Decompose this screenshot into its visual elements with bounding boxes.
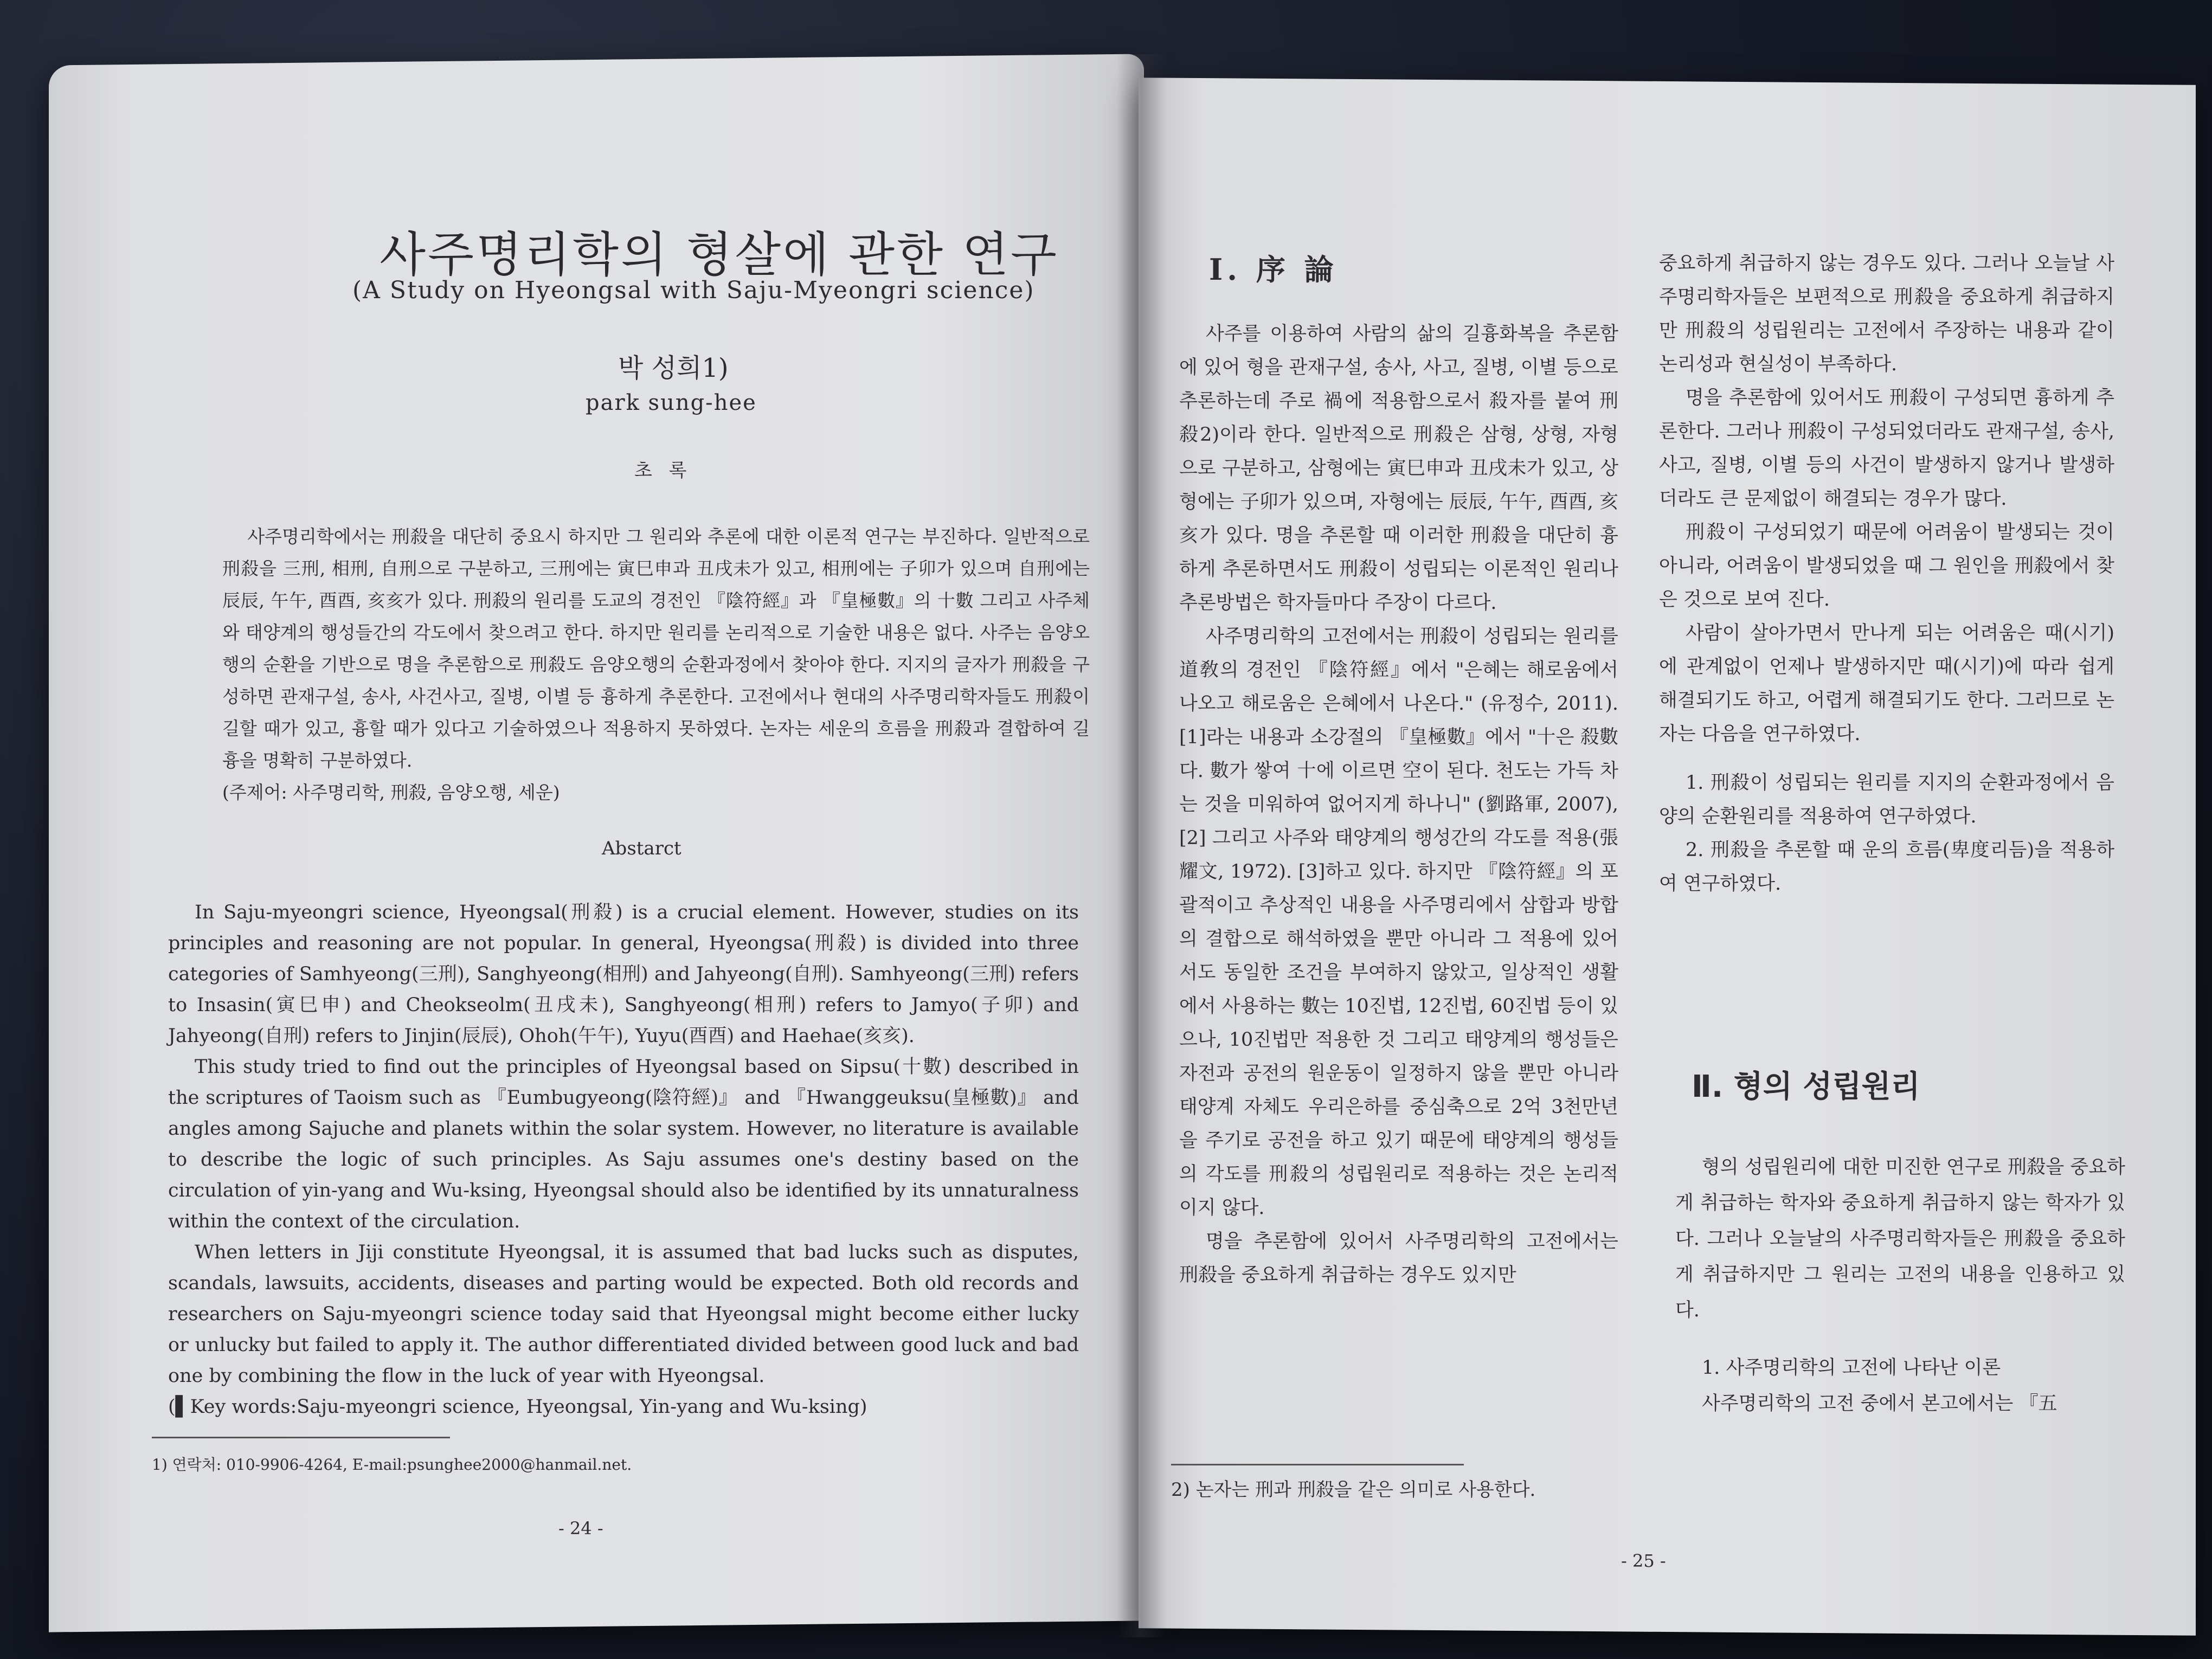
footnote-right: 2) 논자는 刑과 刑殺을 같은 의미로 사용한다. — [1171, 1479, 1536, 1501]
section-2-paragraph: 형의 성립원리에 대한 미진한 연구로 刑殺을 중요하게 취급하는 학자와 중요하게 취급하지 않는 학자가 있다. 그러나 오늘날의 사주명리학자들은 刑殺을 중요하게 취급하지만 그 원리는 고전의 내용을 인용하고 있다. — [1675, 1156, 2125, 1321]
paper-title: 사주명리학의 형살에 관한 연구 — [380, 227, 1059, 282]
book-gutter — [1117, 54, 1166, 1637]
korean-abstract-text: 사주명리학에서는 刑殺을 대단히 중요시 하지만 그 원리와 추론에 대한 이론적 연구는 부진하다. 일반적으로 刑殺을 三刑, 相刑, 自刑으로 구분하고, 三刑에는 寅巳申과 丑戌未가 있고, 相刑에는 子卯가 있으며 自刑에는 辰辰, 午午, 酉酉, 亥亥가 있다. 刑殺의 원리를 도교의 경전인 『陰符經』과 『皇極數』의 十數 그리고 사주체와 태양계의 행성들간의 각도에서 찾으려고 한다. 하지만 원리를 논리적으로 기술한 내용은 없다. 사주는 음양오행의 순환을 기반으로 명을 추론함으로 刑殺도 음양오행의 순환과정에서 찾아야 한다. 지지의 글자가 刑殺을 구성하면 관재구설, 송사, 사건사고, 질병, 이별 등 흉하게 추론한다. 고전에서나 현대의 사주명리학자들도 刑殺이 길할 때가 있고, 흉할 때가 있다고 기술하였으나 적용하지 못하였다. 논자는 세운의 흐름을 刑殺과 결합하여 길흉을 명확히 구분하였다. — [222, 526, 1090, 771]
section-2-title: Ⅱ. 형의 성립원리 — [1692, 1069, 1920, 1104]
author-english: park sung-hee — [586, 390, 757, 415]
english-abstract — [168, 897, 1079, 1423]
paper-subtitle: (A Study on Hyeongsal with Saju-Myeongri science) — [352, 276, 1035, 304]
intro-paragraph-4: 중요하게 취급하지 않는 경우도 있다. 그러나 오늘날 사주명리학자들은 보편적으로 刑殺을 중요하게 취급하지만 刑殺의 성립원리는 고전에서 주장하는 내용과 같이 논리성과 현실성이 부족하다. — [1659, 253, 2114, 375]
right-page-column-2 — [1659, 247, 2114, 901]
footnote-divider-right — [1171, 1464, 1464, 1465]
english-abstract-paragraph-2: This study tried to find out the principles of Hyeongsal based on Sipsu(十數) described in the scriptures of Taoism such as 『Eumbugyeong(陰符經)』 and 『Hwanggeuksu(皇極數)』 and angles among Sajuche and planets within the solar system. However, no literature is available to describe the logic of such principles. As Saju assumes one's destiny based on the circulation of yin-yang and Wu-ksing, Hyeongsal should also be identified by its unnaturalness within the context of the circulation. — [168, 1056, 1079, 1232]
footnote-divider-left — [152, 1437, 450, 1438]
footnote-left: 1) 연락처: 010-9906-4264, E-mail:psunghee2000@hanmail.net. — [152, 1456, 632, 1474]
subsection-title: 1. 사주명리학의 고전에 나타난 이론 — [1702, 1357, 2001, 1379]
korean-keywords: (주제어: 사주명리학, 刑殺, 음양오행, 세운) — [222, 782, 560, 803]
korean-abstract-heading: 초 록 — [634, 460, 692, 481]
intro-paragraph-3: 명을 추론함에 있어서 사주명리학의 고전에서는 刑殺을 중요하게 취급하는 경우도 있지만 — [1179, 1231, 1618, 1286]
intro-paragraph-1: 사주를 이용하여 사람의 삶의 길흉화복을 추론함에 있어 형을 관재구설, 송사, 사고, 질병, 이별 등으로 추론하는데 주로 禍에 적용함으로서 殺자를 붙여 刑殺2)이라 한다. 일반적으로 刑殺은 삼형, 상형, 자형으로 구분하고, 삼형에는 寅巳申과 丑戌未가 있고, 상형에는 子卯가 있으며, 자형에는 辰辰, 午午, 酉酉, 亥亥가 있다. 명을 추론할 때 이러한 刑殺을 대단히 흉하게 추론하면서도 刑殺이 성립되는 이론적인 원리나 추론방법은 학자들마다 주장이 다르다. — [1179, 323, 1618, 614]
intro-paragraph-6: 刑殺이 구성되었기 때문에 어려움이 발생되는 것이 아니라, 어려움이 발생되었을 때 그 원인을 刑殺에서 찾은 것으로 보여 진다. — [1659, 522, 2114, 610]
page-number-left: - 24 - — [558, 1518, 603, 1539]
research-list-item-2: 2. 刑殺을 추론할 때 운의 흐름(卑度리듬)을 적용하여 연구하였다. — [1659, 839, 2114, 895]
english-abstract-heading: Abstarct — [602, 838, 681, 859]
intro-paragraph-7: 사람이 살아가면서 만나게 되는 어려움은 때(시기)에 관계없이 언제나 발생하지만 때(시기)에 따라 쉽게 해결되기도 하고, 어렵게 해결되기도 한다. 그러므로 논자는 다음을 연구하였다. — [1659, 622, 2114, 745]
korean-abstract — [222, 520, 1090, 808]
section-1-title: Ⅰ. 序 論 — [1209, 252, 1338, 287]
intro-paragraph-5: 명을 추론함에 있어서도 刑殺이 구성되면 흉하게 추론한다. 그러나 刑殺이 구성되었더라도 관재구설, 송사, 사고, 질병, 이별 등의 사건이 발생하지 않거나 발생하더라도 큰 문제없이 해결되는 경우가 많다. — [1659, 387, 2114, 510]
right-page-column-1 — [1179, 317, 1618, 1292]
english-abstract-paragraph-3: When letters in Jiji constitute Hyeongsal, it is assumed that bad lucks such as disputes, scandals, lawsuits, accidents, diseases and parting would be expected. Both old records and researchers on Saju-myeongri science today said that Hyeongsal might become either lucky or unlucky but failed to apply it. The author differentiated divided between good luck and bad one by combining the flow in the luck of year with Hyeongsal. — [168, 1242, 1079, 1387]
subsection-paragraph: 사주명리학의 고전 중에서 본고에서는 『五 — [1702, 1393, 2057, 1414]
english-abstract-paragraph-1: In Saju-myeongri science, Hyeongsal(刑殺) is a crucial element. However, studies on its principles and reasoning are not popular. In general, Hyeongsa(刑殺) is divided into three categories of Samhyeong(三刑), Sanghyeong(相刑) and Jahyeong(自刑). Samhyeong(三刑) refers to Insasin(寅巳申) and Cheokseolm(丑戌未), Sanghyeong(相刑) refers to Jamyo(子卯) and Jahyeong(自刑) refers to Jinjin(辰辰), Ohoh(午午), Yuyu(酉酉) and Haehae(亥亥). — [168, 902, 1079, 1047]
english-keywords: (▌Key words:Saju-myeongri science, Hyeongsal, Yin-yang and Wu-ksing) — [168, 1396, 867, 1418]
intro-paragraph-2: 사주명리학의 고전에서는 刑殺이 성립되는 원리를 道敎의 경전인 『陰符經』에서 "은혜는 해로움에서 나오고 해로움은 은혜에서 나온다." (유정수, 2011).[1]라는 내용과 소강절의 『皇極數』에서 "十은 殺數다. 數가 쌓여 十에 이르면 空이 된다. 천도는 가득 차는 것을 미워하여 없어지게 하나니" (劉路軍, 2007),[2] 그리고 사주와 태양계의 행성간의 각도를 적용(張耀文, 1972). [3]하고 있다. 하지만 『陰符經』의 포괄적이고 추상적인 내용을 사주명리에서 삼합과 방합의 결합으로 해석하였을 뿐만 아니라 그 적용에 있어서도 동일한 조건을 부여하지 않았고, 일상적인 생활에서 사용하는 數는 10진법, 12진법, 60진법 등이 있으나, 10진법만 적용한 것 그리고 태양계의 행성들은 자전과 공전의 원운동이 일정하지 않을 뿐만 아니라 태양계 자체도 우리은하를 중심축으로 2억 3천만년을 주기로 공전을 하고 있기 때문에 태양계의 행성들의 각도를 刑殺의 성립원리로 적용하는 것은 논리적이지 않다. — [1179, 626, 1618, 1219]
research-list-item-1: 1. 刑殺이 성립되는 원리를 지지의 순환과정에서 음양의 순환원리를 적용하여 연구하였다. — [1659, 772, 2114, 827]
author-korean: 박 성희1) — [618, 353, 729, 383]
page-number-right: - 25 - — [1621, 1551, 1666, 1571]
section-2-body — [1675, 1149, 2125, 1422]
